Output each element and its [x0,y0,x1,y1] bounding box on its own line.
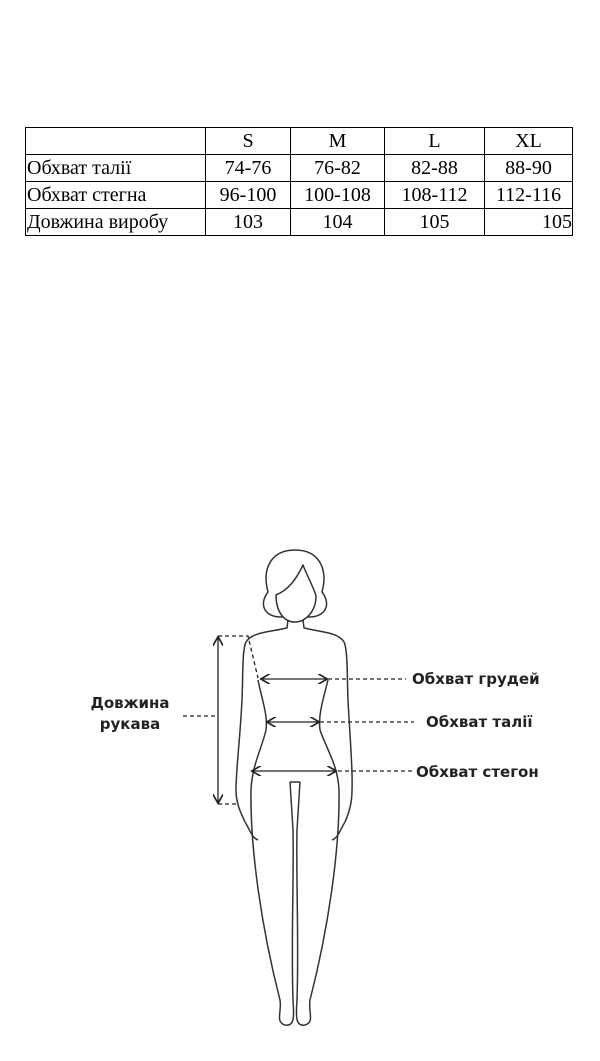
hips-label: Обхват стегон [416,763,539,781]
cell: 82-88 [385,155,485,182]
sleeve-length-label: Довжина [90,694,170,712]
cell: 76-82 [291,155,385,182]
cell: 103 [206,209,291,236]
woman-silhouette-icon [236,550,352,1025]
header-cell-m: M [291,128,385,155]
cell: 108-112 [385,182,485,209]
waist-label: Обхват талії [426,713,533,731]
cell: 74-76 [206,155,291,182]
cell: 96-100 [206,182,291,209]
header-cell-xl: XL [485,128,573,155]
sleeve-length-label-line2: рукава [99,715,161,733]
chest-label: Обхват грудей [412,670,540,688]
cell: 104 [291,209,385,236]
row-label: Обхват талії [26,155,206,182]
cell: 88-90 [485,155,573,182]
cell: 112-116 [485,182,573,209]
header-cell-s: S [206,128,291,155]
row-label: Довжина виробу [26,209,206,236]
cell: 100-108 [291,182,385,209]
header-cell-l: L [385,128,485,155]
cell: 105 [385,209,485,236]
measurement-lines [183,636,414,804]
cell: 105 [485,209,573,236]
row-label: Обхват стегна [26,182,206,209]
